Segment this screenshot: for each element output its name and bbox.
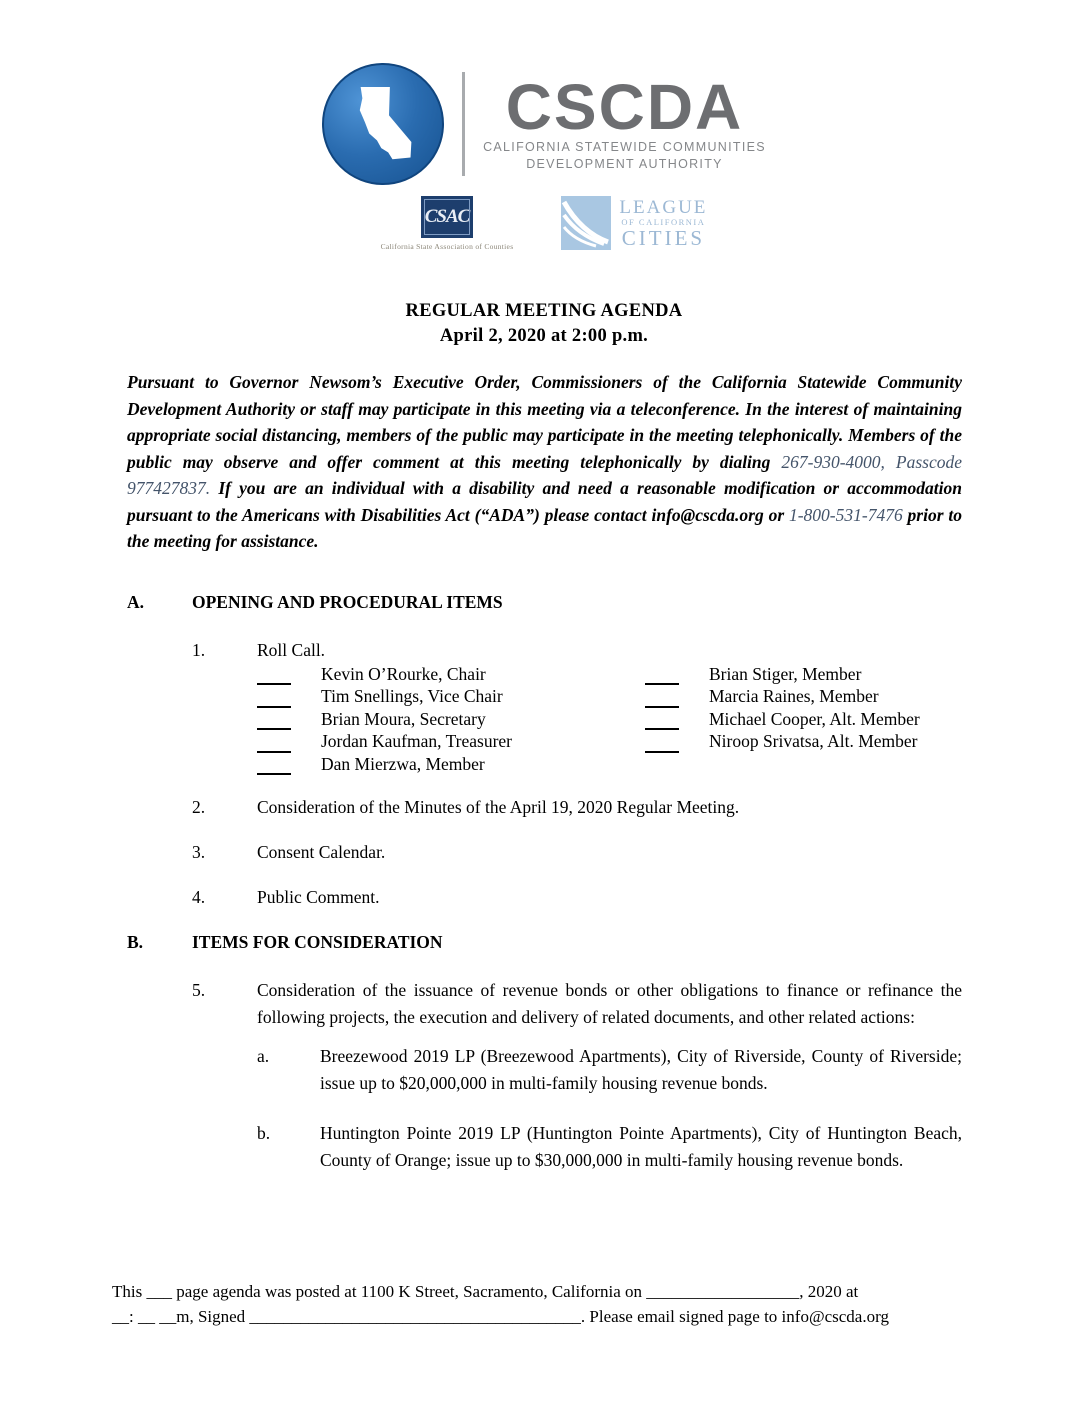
roll-call-blank — [645, 689, 679, 708]
roll-call-name: Brian Stiger, Member — [709, 663, 862, 684]
section-b-label: B. — [127, 932, 144, 953]
roll-call-row — [257, 730, 645, 753]
logo-acronym: CSCDA — [505, 71, 744, 143]
posting-statement — [112, 1279, 970, 1329]
league-text-line2: OF CALIFORNIA — [621, 216, 706, 227]
roll-call-blank — [257, 756, 291, 775]
california-state-icon — [340, 78, 426, 170]
item-5-text: Consideration of the issuance of revenue bonds or other obligations to finance or refinance the following projects, the execution and delivery of related documents, and other related actions: — [257, 980, 962, 1027]
subitem-b-label: b. — [257, 1123, 271, 1144]
roll-call-row — [645, 685, 920, 708]
league-text-line3: CITIES — [621, 225, 706, 250]
agenda-item-2 — [192, 794, 962, 820]
posting-statement-line2: __: __ __m, Signed _______________________________________. Please email signed page to info@cscda.org — [112, 1307, 889, 1326]
logo-divider — [462, 72, 465, 176]
partner-logos — [381, 196, 708, 251]
agenda-item-4 — [192, 884, 962, 910]
california-globe-icon — [322, 63, 444, 185]
agenda-body — [127, 589, 962, 1174]
item-3-number: 3. — [192, 842, 206, 863]
item-3-text: Consent Calendar. — [257, 842, 386, 863]
roll-call-row — [645, 730, 920, 753]
section-b-title: ITEMS FOR CONSIDERATION — [192, 932, 443, 953]
league-text-line1: LEAGUE — [619, 196, 708, 218]
agenda-subitem-a — [257, 1043, 962, 1096]
subitem-b-text: Huntington Pointe 2019 LP (Huntington Pointe Apartments), City of Huntington Beach, County of Orange; issue up to $30,000,000 in multi-family housing revenue bonds. — [320, 1123, 962, 1170]
roll-call-row — [645, 708, 920, 731]
title-block — [0, 299, 1088, 349]
roll-call-blank — [257, 666, 291, 685]
roll-call-name: Michael Cooper, Alt. Member — [709, 708, 920, 729]
section-b-heading — [127, 929, 962, 955]
roll-call-name: Marcia Raines, Member — [709, 686, 879, 707]
roll-call-name: Jordan Kaufman, Treasurer — [321, 731, 512, 752]
agenda-subitem-b — [257, 1120, 962, 1173]
item-5-number: 5. — [192, 980, 206, 1001]
notice-text-2: If you are an individual with a disability and need a reasonable modification or accommodation pursuant to the Americans with Disabilities Act (“ADA”) please contact info@cscda.org or — [127, 478, 962, 525]
item-4-text: Public Comment. — [257, 887, 380, 908]
notice-text-1: Pursuant to Governor Newsom’s Executive Order, Commissioners of the California Statewide Community Development Authority or staff may participate in this meeting via a teleconference. In the interest of maintaining appropriate social distancing, members of the public may participate in the meeting telephonically. Members of the public may observe and offer comment at this meeting telephonically by dialing — [127, 372, 962, 472]
roll-call-blank — [645, 711, 679, 730]
roll-call-left-column — [257, 663, 645, 776]
roll-call-blank — [257, 689, 291, 708]
logo-subtitle-line2: DEVELOPMENT AUTHORITY — [526, 157, 723, 171]
item-1-number: 1. — [192, 639, 206, 660]
league-swoosh-icon — [561, 196, 611, 250]
meeting-datetime: April 2, 2020 at 2:00 p.m. — [439, 326, 649, 346]
item-2-number: 2. — [192, 797, 206, 818]
notice-hotline-number: 1-800-531-7476 — [788, 504, 903, 525]
roll-call-blank — [257, 734, 291, 753]
section-a-title: OPENING AND PROCEDURAL ITEMS — [192, 591, 503, 612]
posting-statement-line1: This ___ page agenda was posted at 1100 K Street, Sacramento, California on __________________, 2020 at — [112, 1282, 859, 1301]
roll-call-blank — [645, 734, 679, 753]
roll-call-blank — [257, 711, 291, 730]
subitem-a-text: Breezewood 2019 LP (Breezewood Apartments), City of Riverside, County of Riverside; issue up to $20,000,000 in multi-family housing revenue bonds. — [320, 1046, 962, 1093]
roll-call-row — [257, 685, 645, 708]
item-4-number: 4. — [192, 887, 206, 908]
roll-call-right-column — [645, 663, 920, 776]
roll-call-name: Dan Mierzwa, Member — [321, 753, 485, 774]
page-title: REGULAR MEETING AGENDA — [405, 301, 683, 321]
csac-logo-box — [421, 196, 473, 238]
csac-acronym: CSAC — [424, 206, 470, 227]
roll-call-row — [257, 663, 645, 686]
notice-phone-number: 267-930-4000, Passcode 977427837. — [127, 451, 962, 498]
item-2-text: Consideration of the Minutes of the April 19, 2020 Regular Meeting. — [257, 797, 740, 818]
cscda-logo — [322, 62, 766, 186]
roll-call-name: Tim Snellings, Vice Chair — [321, 686, 503, 707]
section-a-label: A. — [127, 591, 145, 612]
roll-call-row — [645, 663, 920, 686]
logo-subtitle-line1: CALIFORNIA STATEWIDE COMMUNITIES — [483, 140, 766, 154]
csac-caption: California State Association of Counties — [380, 242, 514, 251]
agenda-item-1 — [192, 637, 962, 663]
agenda-item-3 — [192, 839, 962, 865]
league-of-california-cities-logo — [561, 196, 707, 250]
roll-call-blank — [645, 666, 679, 685]
roll-call-list — [257, 663, 962, 776]
roll-call-row — [257, 708, 645, 731]
roll-call-row — [257, 753, 645, 776]
item-1-text: Roll Call. — [257, 639, 326, 660]
csac-logo — [381, 196, 514, 251]
subitem-a-label: a. — [257, 1046, 270, 1067]
teleconference-notice — [127, 369, 962, 555]
roll-call-name: Kevin O’Rourke, Chair — [321, 663, 486, 684]
notice-text-3: prior to the meeting for assistance. — [127, 504, 962, 551]
section-a-heading — [127, 589, 962, 615]
agenda-item-5 — [192, 977, 962, 1030]
roll-call-name: Brian Moura, Secretary — [321, 708, 486, 729]
roll-call-name: Niroop Srivatsa, Alt. Member — [709, 731, 918, 752]
